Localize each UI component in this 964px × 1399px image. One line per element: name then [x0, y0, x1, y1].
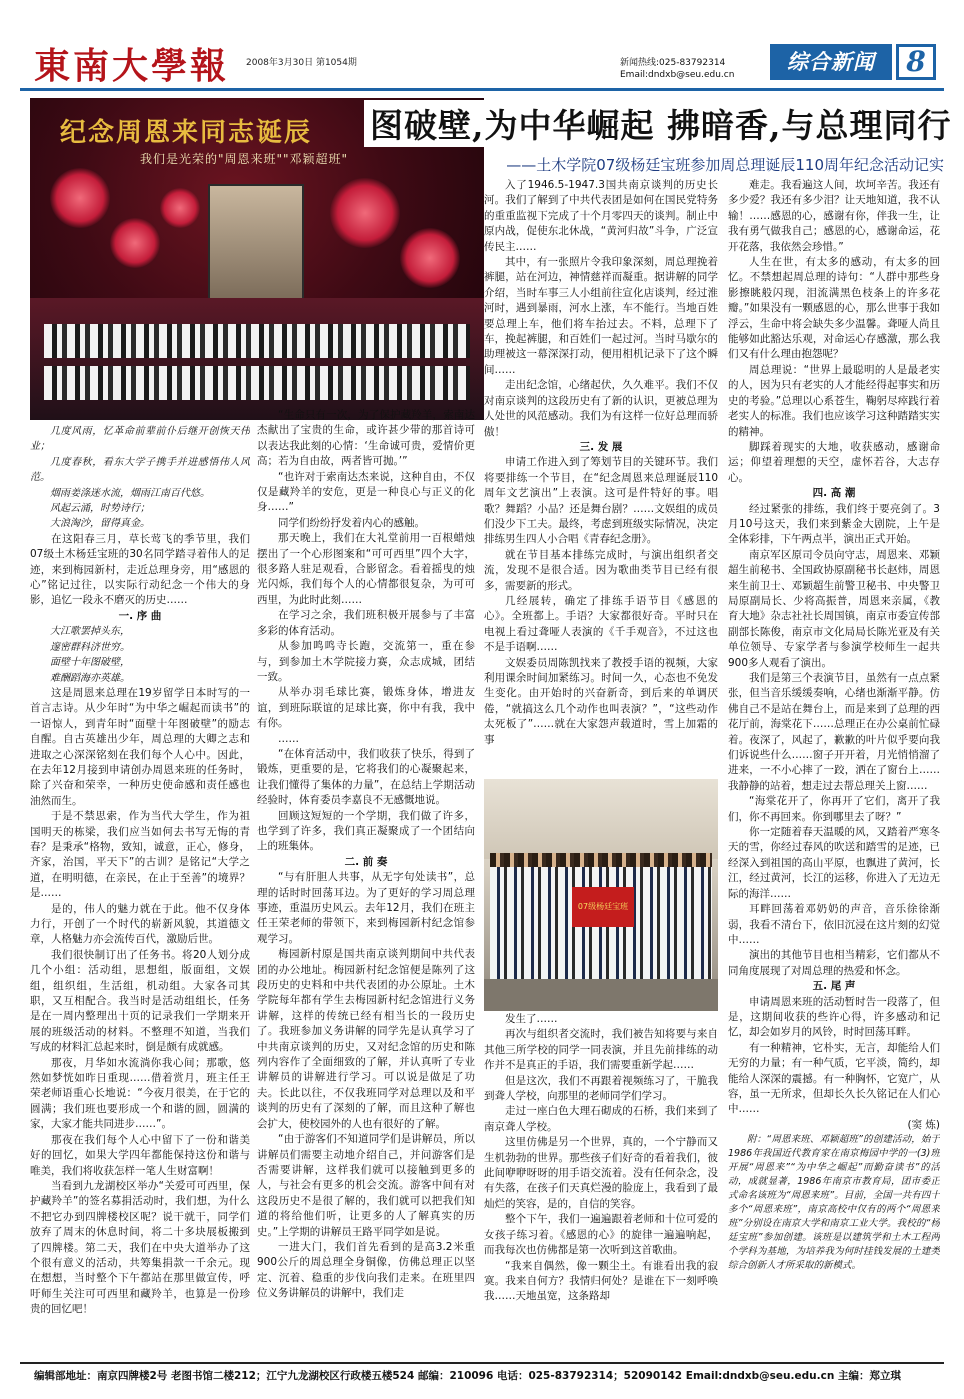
paragraph: …… — [278, 732, 299, 745]
poem-line: 几度春秋，看东大学子携手并进感悟伟人风范。 — [30, 456, 250, 484]
paragraph: 难走。我看遍这人间，坎坷辛苦。我还有多少爱？我还有多少泪？让天地知道，我不认输！……感恩的心，感谢有你，伴我一生，让我有勇气做我自己；感恩的心，感谢命运，花开花落，我依然会珍惜。” — [728, 179, 940, 253]
paragraph: 是的，伟人的魅力就在于此。他不仅身体力行，开创了一个时代的崭新风貌，其道德文章，人格魅力亦会流传百代，激励后世。 — [30, 902, 250, 946]
date-issue: 2008年3月30日 第1054期 — [246, 58, 357, 68]
paragraph: 同学们纷纷抒发着内心的感触。 — [278, 516, 425, 529]
paragraph: 我们是第三个表演节目，虽然有一点点紧张，但当音乐缓缓奏响，心绪也渐渐平静。仿佛自己不是站在舞台上，而是来到了总理的西花厅前，海棠花下……总理正在办公桌前忙碌着。夜深了，风起了，歉歉的叶片似乎要向我们诉说些什么……窗子开开着，月光悄悄溜了进来，一不小心摔了一跤，洒在了窗台上……我静静的站着，想走过去帮总理关上窗…… — [728, 672, 940, 792]
paragraph: “与有肝胆人共事，从无字句处读书”，总理的话时时回荡耳边。为了更好的学习周总理事迹，重温历史风云。去年12月，我们在班主任王荣老师的带领下，来到梅园新村纪念馆参观学习。 — [257, 871, 475, 945]
paragraph: 人生在世，有太多的感动，有太多的回忆。不禁想起周总理的诗句：“人群中那些身影擦眺般闪现，泪流满黑色枝条上的许多花瓣。”如果没有一颗感恩的心，那么世事于我如浮云，生命中将会缺失多少温馨。聋哑人尚且能够如此豁达乐观，对命运心存感激，那么我们又有什么理由抱怨呢？ — [728, 256, 940, 361]
section-heading: 四. 高 潮 — [812, 487, 856, 500]
group-photo — [484, 779, 718, 1011]
section-heading: 五. 尾 声 — [812, 980, 856, 993]
paragraph: 申请工作进入到了筹划节目的关键环节。我们将要排练一个节目，在“纪念周恩来总理诞辰110周年文艺演出”上表演。这可是件特好的事。唱歌？舞蹈？小品？还是舞台剧？……文娱组的成员们没少下工夫。最终，考虑到班级实际情况，决定排练男生四人小合唱《青春纪念册》。 — [484, 456, 718, 546]
paragraph: “生命只有一次，为了保护藏羚羊，索南达杰献出了宝贵的生命，或许甚少带的那首诗可以表达我此刻的心情：‘生命诚可贵，爱情价更高；若为自由故，两者皆可抛。’” — [257, 409, 475, 468]
paragraph: 那夜在我们每个人心中留下了一份和谐美好的回忆，如果大学四年都能保持这份和谐与唯美，我们将收获怎样一笔人生财富啊！ — [30, 1133, 250, 1177]
section-heading: 三. 发 展 — [579, 440, 623, 453]
article-subhead: ——土木学院07级杨廷宝班参加周总理诞辰110周年纪念活动记实 — [506, 156, 944, 174]
hall-floor — [484, 979, 718, 1011]
plum-blossom-decor — [50, 168, 110, 228]
paragraph: 于是不禁思索，作为当代大学生，作为祖国明天的栋梁，我们应当如何去书写无悔的青春？是秉承“格物，致知，诚意，正心，修身，齐家，治国，平天下”的古训？是铭记“大学之道，在明明德，在亲民，在止于至善”的境界？是…… — [30, 810, 250, 900]
paragraph: 入了1946.5-1947.3国共南京谈判的历史长河。我们了解到了中共代表团是如何在国民党特务的重重监视下完成了十个月零四天的谈判。制止中原内战，促使东北休战，“黄河归故”斗争，广泛宣传民主…… — [484, 179, 718, 253]
plum-blossom-decor — [160, 188, 200, 228]
poem-line: 大浪淘沙，留得真金。 — [50, 518, 150, 530]
footer-info: 编辑部地址：南京四牌楼2号 老图书馆二楼212；江宁九龙湖校区行政楼五楼524 邮编：210096 电话：025-83792314；52090142 Email:dndxb@seu.edu.cn 主编：郑立琪 — [34, 1370, 901, 1382]
paragraph: 经过紧张的排练，我们终于要亮剑了。3月10号这天，我们来到紫金大剧院，上午是全体彩排，下午两点半，演出正式开始。 — [728, 502, 940, 546]
class-flag: 07级杨廷宝班 — [572, 887, 634, 927]
paragraph: 一进大门，我们首先看到的是高3.2米重900公斤的周总理全身铜像，仿佛总理正以坚定、沉着、稳重的步伐向我们走来。在班里四位义务讲解员的讲解中，我们走 — [257, 1240, 475, 1300]
masthead-divider — [20, 88, 944, 91]
paragraph: 在学习之余，我们班积极开展参与了丰富多彩的体育活动。 — [257, 609, 475, 637]
paragraph: 发生了…… — [505, 1013, 558, 1025]
poem-line: 面壁十年图破壁， — [50, 657, 130, 669]
author-byline: (窦 炼) — [907, 1118, 940, 1131]
paragraph: 申请周恩来班的活动暂时告一段落了，但是，这期间收获的些许心得，许多感动和记忆，却会如岁月的风铃，时时回荡耳畔。 — [728, 995, 940, 1039]
paragraph: 那夜，月华如水流淌你我心间；那歌，悠然如梦恍如昨日重现……借着赏月，班主任王荣老师语重心长地说：“今夜月很美，在于它的圆满；我们班也要形成一个和谐的圆，圆满的家，大家才能共同进步……”。 — [30, 1056, 250, 1131]
performer-row — [44, 324, 470, 358]
paragraph: 这是周恩来总理在19岁留学日本时写的一首言志诗。从少年时“为中华之崛起而读书”的一语惊人，到青年时“面壁十年图破壁”的励志自醒。自古英雄出少年，周总理的大卿之志和进取之心深深铭刻在我们每个人心中。因此，在去年12月接到申请创办周恩来班的任务时，除了兴奋和荣幸，一种历史使命感和责任感也油然而生。 — [30, 686, 250, 807]
stage-floor — [30, 298, 484, 420]
poem-line: 烟雨姜涤迷水流，烟雨江南百代悠。 — [50, 487, 210, 499]
paragraph: 再次与组织者交流时，我们被告知将要与来自其他三所学校的同学一同表演，并且先前排练的动作并不是真正的手语，我们需要重新学起…… — [484, 1028, 718, 1072]
paragraph: 走过一座白色大理石砌成的石桥，我们来到了南京聋人学校。 — [484, 1105, 718, 1133]
paragraph: 当看到九龙湖校区举办“关爱可可西里，保护藏羚羊”的签名募捐活动时，我们想，为什么不把它办到四牌楼校区呢？说干就干，同学们放弃了周末的休息时间，将二十多块展板搬到了四牌楼。第二天，我们在中央大道举办了这个很有意义的活动，共筹集捐款一千余元。现在想想，当时整个下午都站在那里做宣传，呼吁师生关注可可西里和藏羚羊，也算是一份珍贵的回忆吧！ — [30, 1179, 250, 1316]
poem-line: 大江歌罢掉头东， — [50, 626, 130, 638]
paragraph: “由于游客们不知道同学们是讲解员，所以讲解员们需要主动地介绍自己，并问游客们是否需要讲解，这样我们就可以接触到更多的人，与社会有更多的机会交流。游客中间有对这段历史不是很了解的，我们就可以把我们知道的将给他们听，让更多的人了解真实的历史。”上学期的讲解员王路平同学如是说。 — [257, 1133, 475, 1238]
paragraph: 文娱委员周陈凯找来了教授手语的视频，大家利用课余时间加紧练习。时间一久，心态也不免发生变化。由开始时的兴奋新奇，到后来的单调厌倦，“就搞这么几个动作也叫表演？”，“这些动作太死板了”……就在大家怨声载道时，雪上加霜的事 — [484, 656, 718, 746]
paragraph: 回顾这短短的一个学期，我们做了许多，也学到了许多，我们真正凝聚成了一个团结向上的班集体。 — [257, 809, 475, 853]
paragraph: “我来自偶然，像一颗尘土。有谁看出我的寂寞。我来自何方？我情归何处？是谁在下一刻呼唤我……天地虽宽，这条路却 — [484, 1259, 718, 1303]
paragraph: 从举办羽毛球比赛，锻炼身体，增进友谊，到班际联谊的足球比赛，你中有我，我中有你。 — [257, 686, 475, 730]
plum-blossom-decor — [330, 178, 400, 248]
hall-wall — [484, 779, 718, 859]
paragraph: 就在节目基本排练完成时，与演出组织者交流，发现不是很合适。因为歌曲类节目已经有很多，需要新的形式。 — [484, 548, 718, 592]
poem-line: 邃密群科济世穷。 — [50, 641, 130, 653]
paragraph: 整个下午，我们一遍遍跟着老师和十位可爱的女孩子练习着。《感恩的心》的旋律一遍遍响起，而我每次也仿佛都是第一次听到这首歌曲。 — [484, 1213, 718, 1257]
footer-divider — [20, 1362, 944, 1364]
paragraph: 我们很快制订出了任务书。将20人划分成几个小组：活动组，思想组，版面组，文娱组，组织组，生活组，机动组。大家各司其职，又互相配合。我当时是活动组组长，任务是在一周内整理出十页的记录我们一学期来开展的班级活动的材料。不整理不知道，当我们写成的材料汇总起来时，倒是颇有成就感。 — [30, 948, 250, 1054]
paragraph: 从参加鸣鸣寺长跑，交流第一，重在参与，到参加土木学院接力赛，众志成城，团结一致。 — [257, 640, 475, 683]
paragraph: 这里仿佛是另一个世界，真的，一个宁静而又生机勃勃的世界。那些孩子们好奇的看着我们，彼此间咿咿呀呀的用手语交流着。没有任何杂念，没有失落，在孩子们天真烂漫的脸庞上，我看到了最灿烂的笑容，是的，自信的笑容。 — [484, 1136, 718, 1210]
paragraph: “也许对于索南达杰来说，这种自由，不仅仅是藏羚羊的安危，更是一种良心与正义的化身……” — [257, 470, 475, 514]
article-column-3-bottom — [484, 1012, 718, 1338]
news-hotline: 新闻热线:025-83792314 — [620, 58, 726, 68]
paragraph: 南京军区原司令员向守志，周恩来、邓颖超生前秘书、全国政协原副秘书长赵炜，周恩来生前卫士、邓颖超生前警卫秘书、中央警卫局原副局长、少将高振普，周恩来亲属，《教育大地》杂志社社长周国镇，南京市委宣传部副部长陈俊，南京市文化局局长陈光亚及有关单位领导、专家学者与参演学校师生一起共900多人观看了演出。 — [728, 548, 940, 669]
article-column-4 — [728, 178, 940, 1338]
article-column-3-top — [484, 178, 718, 776]
masthead — [0, 0, 964, 96]
performer-row — [44, 366, 470, 400]
poem-line: 风起云涌，时势诗行； — [50, 503, 150, 515]
paragraph: 走出纪念馆，心绪起伏，久久难平。我们不仅对南京谈判的这段历史有了新的认识，更被总理为人处世的风范感动。我们为有这样一位好总理而骄傲！ — [484, 379, 718, 438]
photo-subtitle-text: 我们是光荣的"周恩来班""邓颖超班" — [140, 152, 349, 166]
poem-line: 几度风雨，忆革命前辈前仆后继开创恢天伟业； — [30, 426, 250, 453]
newspaper-logo: 東南大學報 — [34, 45, 230, 87]
poem-line: 难酬蹈海亦英雄。 — [50, 672, 130, 684]
article-headline: 图破壁,为中华崛起 拂暗香,与总理同行 — [364, 100, 944, 147]
plum-blossom-decor — [110, 218, 160, 268]
paragraph: “在体育活动中，我们收获了快乐，得到了锻炼，更重要的是，它将我们的心凝聚起来，让我们懂得了集体的力量”，在总结上学期活动经验时，体育委员李嘉良不无感慨地说。 — [257, 747, 475, 807]
paragraph: 在这阳春三月，草长莺飞的季节里，我们07级土木杨廷宝班的30名同学踏寻着伟人的足迹，来到梅园新村，走近总理身旁，用“感恩的心”铭记过往，以实际行动纪念一个伟大的身影，追忆一段永不磨灭的历史…… — [30, 532, 250, 607]
paragraph: 几经展转，确定了排练手语节目《感恩的心》。全班都上。手语？大家都很好奇。平时只在电视上看过聋哑人表演的《千手观音》，不过这也不是手语啊…… — [484, 594, 718, 654]
section-heading: 一. 序 曲 — [118, 609, 162, 622]
paragraph: 有一种精神，它朴实，无言，却能给人们无穷的力量；有一种气质，它平淡，简约，却能给人深深的震撼。有一种胸怀，它宽广，从容，虽一无所求，但却长久长久铭记在人们心中…… — [728, 1041, 940, 1116]
section-heading: 二. 前 奏 — [344, 855, 388, 868]
paragraph: 你一定随着春天温暖的风，又踏着严寒冬天的雪，你经过春风的吹送和踏雪的足迹，已经深入到祖国的高山平原，也飘进了黄河，长江，经过黄河，长江的运移，你进入了无边无际的海洋…… — [728, 826, 940, 900]
paragraph: 梅园新村原是国共南京谈判期间中共代表团的办公地址。梅园新村纪念馆便是陈列了这段历史的史料和中共代表团的办公原址。土木学院每年都有学生去梅园新村纪念馆进行义务讲解，这样的传统已经有相当长的一段历史了。我班参加义务讲解的同学先是认真学习了中共南京谈判的历史，又对纪念馆的历史和陈列内容作了全面细致的了解，并认真听了专业讲解员的讲解进行学习。可以说是做足了功夫。长此以往，不仅我班同学对总理以及和平谈判的历史有了深刻的了解，而且这种了解也会扩大，使校园外的人也有很好的了解。 — [257, 948, 475, 1130]
article-column-1 — [30, 424, 250, 1336]
paragraph: 但是这次，我们不再跟着视频练习了，干脆我到聋人学校，向那里的老师同学们学习。 — [484, 1074, 718, 1103]
paragraph: 其中，有一张照片令我印象深刻，周总理挽着裤腿，站在河边，神情慈祥而凝重。据讲解的同学介绍，当时车事三人小组前往宣化店谈判，经过淮河时，遇到暴雨，河水上涨，车不能行。当地百姓要总理上车，他们将车抬过去。不料，总理下了车，挽起裤腿，和百姓们一起过河。当时马歇尔的助理被这一幕深深打动，便用相机记录下了这个瞬间…… — [484, 256, 718, 376]
paragraph: 脚踩着现实的大地，收获感动，感谢命运；仰望着理想的天空，虚怀若谷，大志存心。 — [728, 440, 940, 484]
portrait-screen — [208, 184, 304, 304]
footnote: 附：“周恩来班、邓颖超班”的创建活动，始于1986年我国近代教育家在南京梅园中学的一(3)班开展“周恩来”“为中华之崛起”而勤奋读书”的活动，成就显著，1986年南京市教育局，团市委正式命名该班为“周恩来班”。目前，全国一共有四十多个“周恩来班”，南京高校中仅有的两个“周恩来班”分别设在南京大学和南京工业大学。我校的“杨廷宝班”参加创建。该班是以建筑学和土木工程两个学科为基地，为培养我为何时挂钱发展的土建类综合创新人才所采取的新模式。 — [728, 1134, 940, 1272]
photo-banner-text: 纪念周恩来同志诞辰 — [60, 118, 313, 148]
paragraph: “海棠花开了，你再开了它们，离开了我们，你不再回来。你到哪里去了呀？” — [728, 795, 940, 823]
paragraph: 那天晚上，我们在大礼堂前用一百根蜡烛摆出了一个心形图案和“可可西里”四个大字，很多路人驻足观看，合影留念。看着摇曳的烛光闪烁，我们每个人的心情都很复杂，为可可西里，为此时此刻…… — [257, 532, 475, 606]
page-number: 8 — [896, 44, 936, 80]
paragraph: 演出的其他节目也相当精彩，它们都从不同角度展现了对周总理的热爱和怀念。 — [728, 949, 940, 977]
section-title: 综合新闻 — [770, 44, 892, 80]
plum-blossom-decor — [400, 228, 460, 288]
paragraph: 周总理说：“世界上最聪明的人是最老实的人，因为只有老实的人才能经得起事实和历史的考验。”总理以心系苍生，鞠躬尽瘁践行着老实人的标准。我们也应该学习这种踏踏实实的精神。 — [728, 363, 940, 438]
article-column-2 — [257, 408, 475, 1338]
contact-email: Email:dndxb@seu.edu.cn — [620, 70, 735, 80]
paragraph: 耳畔回荡着邓奶奶的声音，音乐徐徐渐弱，我看不清台下，依旧沉浸在这片刻的幻觉中…… — [728, 903, 940, 946]
